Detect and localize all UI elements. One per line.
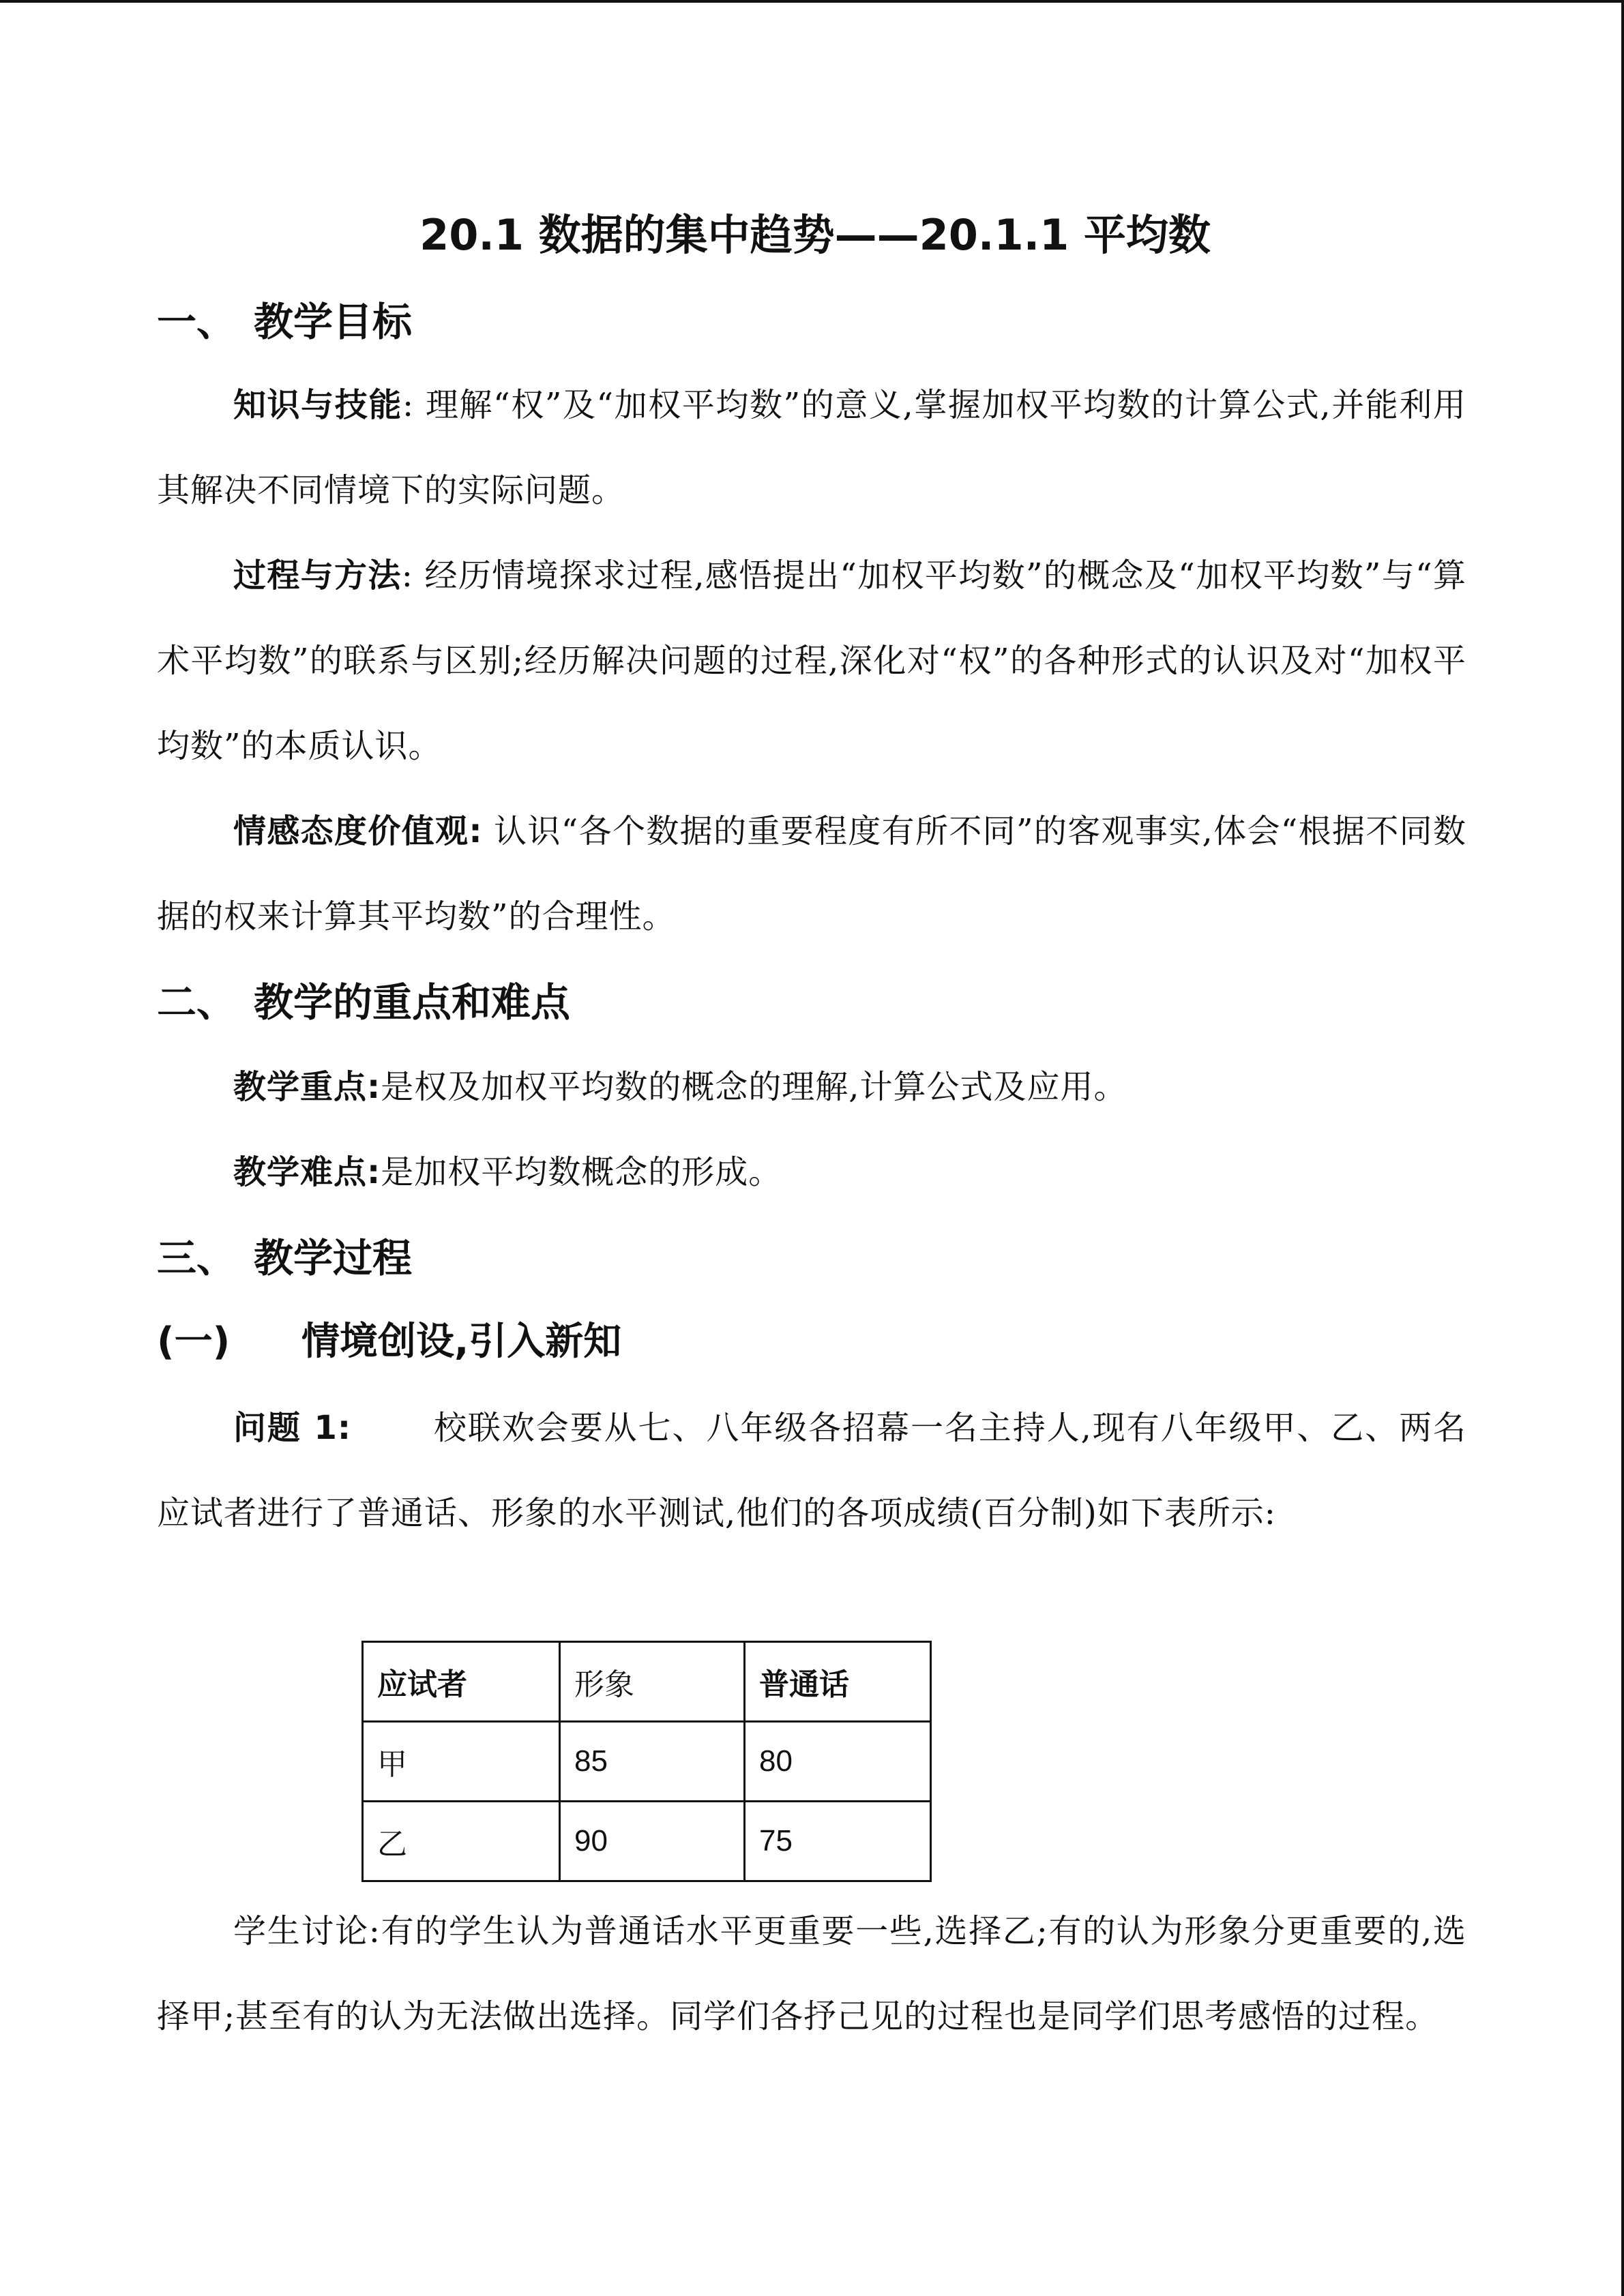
section-number: 一、 xyxy=(157,299,237,345)
paragraph-student-discussion: 学生讨论:有的学生认为普通话水平更重要一些,选择乙;有的认为形象分更重要的,选择甲;甚至有的认为无法做出选择。同学们各抒己见的过程也是同学们思考感悟的过程。 xyxy=(157,1912,1466,2036)
paragraph-lead-label: 知识与技能 xyxy=(233,386,402,424)
paragraph-text: 认识“各个数据的重要程度有所不同”的客观事实,体会“根据不同数据的权来计算其平均数”的合理性。 xyxy=(157,812,1466,936)
table-header-cell: 应试者 xyxy=(363,1642,560,1722)
section-title: 教学目标 xyxy=(254,299,413,345)
paragraph-text: : 理解“权”及“加权平均数”的意义,掌握加权平均数的计算公式,并能利用其解决不同情境下的实际问题。 xyxy=(157,386,1466,509)
document-page xyxy=(157,0,1473,2296)
section-number: 二、 xyxy=(157,979,237,1026)
table-cell: 乙 xyxy=(363,1802,560,1881)
table-cell: 80 xyxy=(745,1722,931,1802)
paragraph-key-point xyxy=(157,1045,1466,1130)
paragraph-problem-1 xyxy=(157,1386,1466,1556)
problem-text: 校联欢会要从七、八年级各招幕一名主持人,现有八年级甲、乙、两名应试者进行了普通话、形象的水平测试,他们的各项成绩(百分制)如下表所示: xyxy=(157,1409,1466,1532)
section-title: 教学的重点和难点 xyxy=(254,979,571,1026)
paragraph-process-method xyxy=(157,533,1466,789)
section-title: 教学过程 xyxy=(254,1235,413,1281)
table-row xyxy=(363,1802,931,1881)
table-cell: 90 xyxy=(560,1802,745,1881)
paragraph-text: 是权及加权平均数的概念的理解,计算公式及应用。 xyxy=(381,1068,1127,1106)
section-heading-key-points xyxy=(157,975,570,1030)
table-cell: 75 xyxy=(745,1802,931,1881)
paragraph-text: 是加权平均数概念的形成。 xyxy=(381,1153,782,1191)
table-header-cell: 普通话 xyxy=(745,1642,931,1722)
paragraph-lead-label: 情感态度价值观: xyxy=(233,812,483,850)
table-cell: 85 xyxy=(560,1722,745,1802)
paragraph-attitude-values xyxy=(157,789,1466,959)
paragraph-lead-label: 过程与方法 xyxy=(233,556,402,595)
subsection-title: 情境创设,引入新知 xyxy=(301,1320,622,1364)
problem-label: 问题 1: xyxy=(233,1409,352,1447)
paragraph-lead-label: 教学重点: xyxy=(233,1068,381,1106)
section-heading-objectives xyxy=(157,295,412,349)
score-table xyxy=(361,1641,932,1882)
right-border-line xyxy=(1621,0,1624,2296)
document-title: 20.1 数据的集中趋势——20.1.1 平均数 xyxy=(419,210,1211,260)
section-number: 三、 xyxy=(157,1235,237,1281)
paragraph-text: : 经历情境探求过程,感悟提出“加权平均数”的概念及“加权平均数”与“算术平均数”的联系与区别;经历解决问题的过程,深化对“权”的各种形式的认识及对“加权平均数”的本质认识。 xyxy=(157,556,1466,765)
table-row xyxy=(363,1722,931,1802)
subsection-heading-scenario xyxy=(157,1315,621,1369)
paragraph-knowledge-skills xyxy=(157,363,1466,533)
table-header-row xyxy=(363,1642,931,1722)
table-header-cell: 形象 xyxy=(560,1642,745,1722)
paragraph-lead-label: 教学难点: xyxy=(233,1153,381,1191)
table-cell: 甲 xyxy=(363,1722,560,1802)
subsection-number: (一) xyxy=(157,1320,231,1364)
section-heading-process xyxy=(157,1231,412,1285)
paragraph-difficulty xyxy=(157,1130,1466,1215)
